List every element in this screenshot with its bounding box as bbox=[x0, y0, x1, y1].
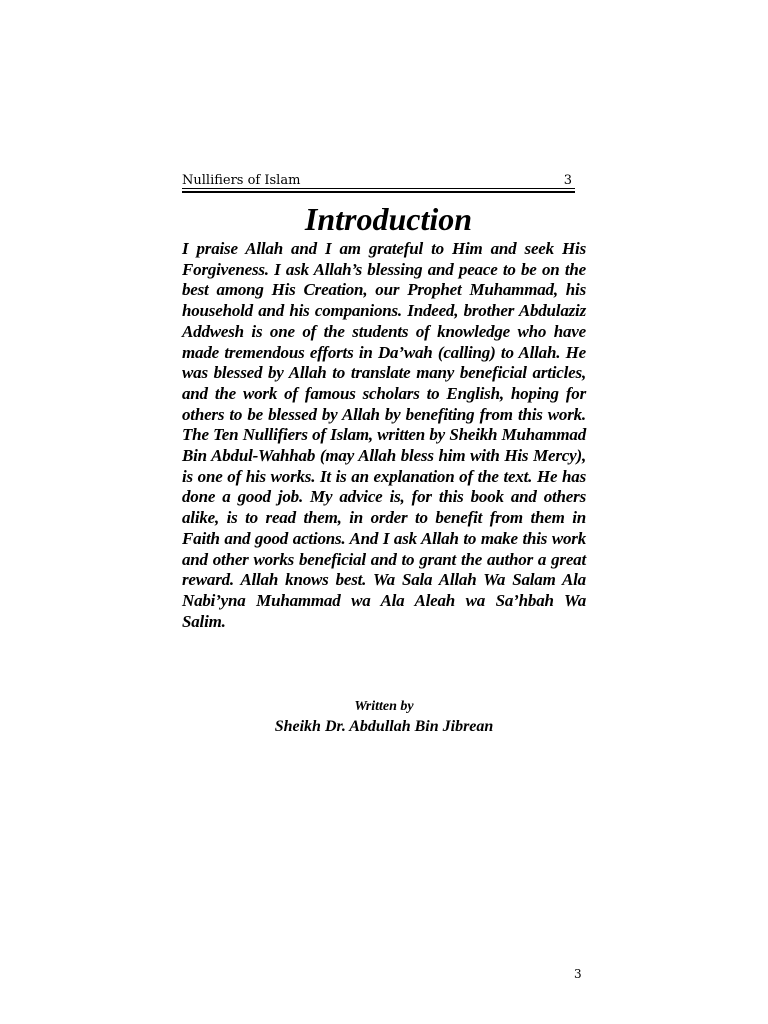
running-header bbox=[182, 172, 572, 189]
header-page-number: 3 bbox=[563, 173, 572, 188]
footer-page-number: 3 bbox=[574, 967, 582, 981]
header-book-title: Nullifiers of Islam bbox=[182, 173, 301, 188]
author-name: Sheikh Dr. Abdullah Bin Jibrean bbox=[274, 718, 494, 735]
header-rule-thin bbox=[182, 188, 575, 189]
introduction-body: I praise Allah and I am grateful to Him and seek His Forgiveness. I ask Allah’s blessing and peace to be on the best among His Creation, our Prophet Muhammad, his household and his companions. Indeed, brother Abdulaziz Addwesh is one of the students of knowledge who have made tremendous efforts in Da’wah (calling) to Allah. He was blessed by Allah to translate many beneficial articles, and the work of famous scholars to English, hoping for others to be blessed by Allah by benefiting from this work. The Ten Nullifiers of Islam, written by Sheikh Muhammad Bin Abdul-Wahhab (may Allah bless him with His Mercy), is one of his works. It is an explanation of the text. He has done a good job. My advice is, for this book and others alike, is to read them, in order to benefit from them in Faith and good actions. And I ask Allah to make this work and other works beneficial and to grant the author a great reward. Allah knows best. Wa Sala Allah Wa Salam Ala Nabi’yna Muhammad wa Ala Aleah wa Sa’hbah Wa Salim. bbox=[182, 239, 586, 631]
page-title: Introduction bbox=[304, 201, 473, 237]
written-by-label: Written by bbox=[354, 699, 414, 714]
header-rule-thick bbox=[182, 191, 575, 193]
